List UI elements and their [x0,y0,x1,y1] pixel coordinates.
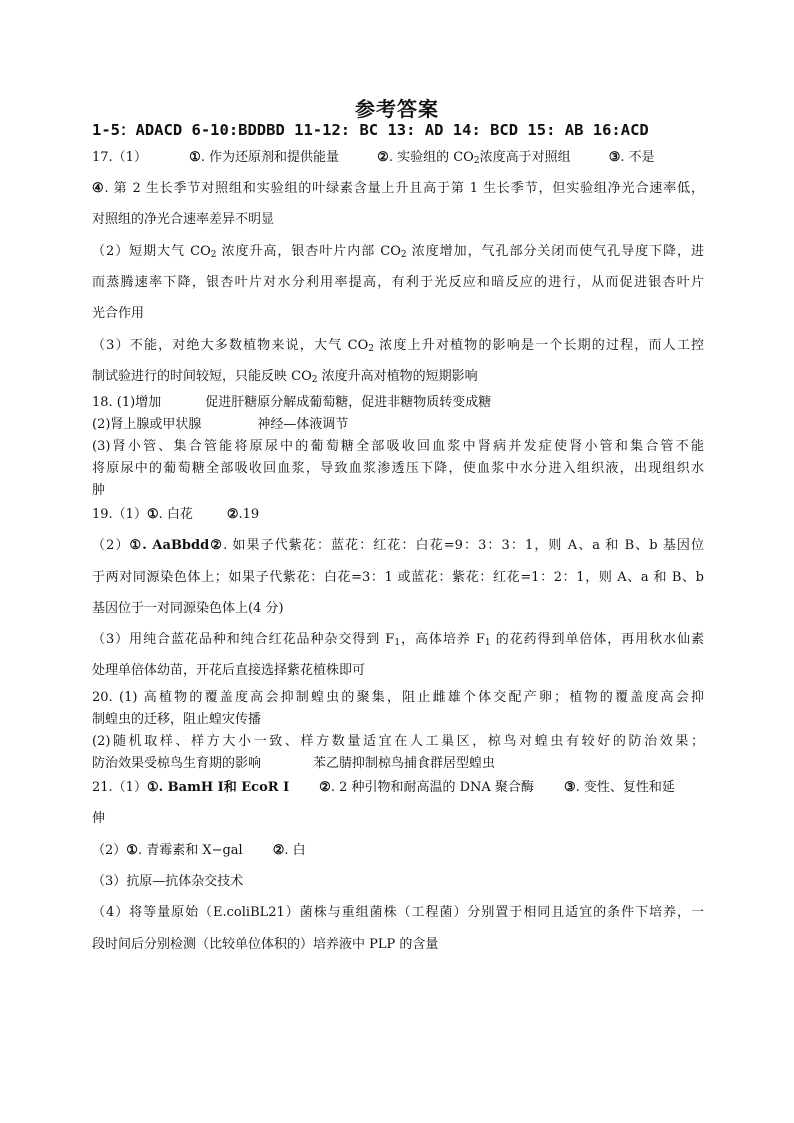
q18-text-2a: (2)肾上腺或甲状腺 [92,417,202,432]
q20-text-4a: 防治效果受椋鸟生育期的影响 [92,756,262,771]
q21-line-5: （4）将等量原始（E.coliBL21）菌株与重组菌株（工程菌）分别置于相同且适宜的条件下培养，一 [92,905,704,920]
circled-number-2: ② [226,507,239,522]
q19-line-4: 基因位于一对同源染色体上(4 分) [92,601,284,616]
subscript-2: 2 [473,156,480,166]
circled-number-2: ② [272,843,285,858]
q19-line-5 [92,628,704,647]
q18-line-2 [92,413,348,432]
q18-line-1 [92,391,491,410]
subscript-1: 1 [484,638,491,648]
page-title: 参考答案 [355,97,439,121]
q17-text-4c: 浓度增加，气孔部分关闭而使气孔导度下降，进 [406,244,704,259]
q19-text-5b: ，高体培养 F [400,632,485,647]
q17-text-4b: 浓度升高，银杏叶片内部 CO [216,244,401,259]
circled-number-2: ② [209,538,224,553]
q18-text-3a: (3)肾小管、集合管能将原尿中的葡萄糖全部吸收回血浆中 [92,439,478,454]
q20-line-4 [92,752,495,771]
q18-line-5: 肿 [92,483,106,498]
q19-answer-2-text: . 如果子代紫花：蓝花：红花：白花=9：3：3：1，则 A、a 和 B、b 基因位 [223,538,705,553]
q19-part-2-head: （2） [92,538,130,553]
subscript-2: 2 [368,344,374,354]
circled-number-3: ③ [563,780,576,795]
q18-line-4: 将原尿中的葡萄糖全部吸收回血浆，导致血浆渗透压下降，使血浆中水分进入组织液，出现组织水 [92,461,704,476]
q17-line-6: 光合作用 [92,306,145,321]
q21-answer-2: . 2 种引物和耐高温的 DNA 聚合酶 [330,780,534,795]
q17-answer-2b: 浓度高于对照组 [479,150,571,165]
q19-line-6: 处理单倍体幼苗，开花后直接选择紫花植株即可 [92,663,366,678]
q17-text-7b: 浓度上升对植物的影响是一个长期的过程，而人工控 [373,338,704,353]
q17-text-4a: （2）短期大气 CO [92,244,211,259]
q20-text-1b: 植物的覆盖度高会抑制蝗虫的聚集，阻止雌雄个体交配产卵；植物的覆盖度高会抑 [158,690,704,705]
q17-line-2 [92,177,704,196]
q20-text-3a: (2)随机取样、样方大小一致、样方数量适宜 [92,734,395,749]
q19-answer-2: .19 [238,507,260,522]
q21-part-2-head: （2） [92,843,127,858]
q19-text-5a: （3）用纯合蓝花品种和纯合红花品种杂交得到 F [92,632,395,647]
q18-text-1b: 促进肝糖原分解成葡萄糖，促进非糖物质转变成糖 [205,395,492,410]
circled-number-1: ① [146,507,159,522]
q17-answer-1: . 作为还原剂和提供能量 [200,150,340,165]
q17-line-1 [92,146,655,165]
q21-part-2-answer-1: . 青霉素和 X−gal [137,843,243,858]
q17-text-8a: 制试验进行的时间较短，只能反映 CO [92,369,312,384]
q19-text-5c: 的花药得到单倍体，再用秋水仙素 [490,632,704,647]
subscript-1: 1 [394,638,401,648]
q17-line-5: 而蒸腾速率下降，银杏叶片对水分利用率提高，有利于光反应和暗反应的进行，从而促进银杏叶片 [92,275,704,290]
q21-line-1 [92,776,675,795]
q19-head: 19.（1） [92,507,147,522]
q21-line-2: 伸 [92,811,106,826]
q20-text-1a: 20. (1) 高 [92,690,159,705]
q21-line-6: 段时间后分别检测（比较单位体积的）培养液中 PLP 的含量 [92,937,439,952]
q17-line-7 [92,334,704,353]
q21-answer-3: . 变性、复性和延 [575,780,675,795]
circled-number-3: ③ [608,150,621,165]
circled-number-2: ② [319,780,331,795]
circled-number-1: ① [126,843,138,858]
circled-number-1: ① [129,538,143,553]
q21-part-2-answer-2: . 白 [284,843,306,858]
q20-line-3 [92,730,704,749]
q17-line-4 [92,240,704,259]
q19-genotype: . AaBbdd [142,538,210,553]
subscript-2: 2 [311,375,318,385]
q19-line-2 [92,534,704,553]
q17-answer-3: . 不是 [620,150,655,165]
q21-line-4: （3）抗原—抗体杂交技术 [92,874,244,889]
q17-text-2: . 第 2 生长季节对照组和实验组的叶绿素含量上升且高于第 1 生长季节，但实验组净光合速率低， [104,181,705,196]
q17-text-7a: （3）不能，对绝大多数植物来说，大气 CO [92,338,369,353]
q21-line-3 [92,839,306,858]
q17-line-3: 对照组的净光合速率差异不明显 [92,212,275,227]
q18-text-3b: 肾病并发症使肾小管和集合管不能 [477,439,704,454]
q18-text-2b: 神经—体液调节 [257,417,349,432]
q20-text-3b: 在人工巢区，椋鸟对蝗虫有较好的防治效果； [394,734,704,749]
q20-line-2: 制蝗虫的迁移，阻止蝗灾传播 [92,712,262,727]
q17-answer-2a: . 实验组的 CO [388,150,474,165]
q17-text-8b: 浓度升高对植物的短期影响 [317,369,478,384]
circled-number-4: ④ [92,181,105,196]
q18-line-3 [92,435,704,454]
circled-number-1: ① [189,150,201,165]
q20-line-1 [92,686,704,705]
circled-number-2: ② [377,150,389,165]
multiple-choice-answers: 1-5：ADACD 6-10:BDDBD 11-12: BC 13: AD 14: BCD 15: AB 16:ACD [92,121,649,139]
q19-answer-1: . 白花 [158,507,193,522]
q19-line-3: 于两对同源染色体上；如果子代紫花：白花=3：1 或蓝花：紫花：红花=1：2：1，则 A、a 和 B、b [92,570,704,585]
q18-text-1a: 18. (1)增加 [92,395,162,410]
circled-number-1: ① [146,780,159,795]
subscript-2: 2 [400,250,407,260]
q21-enzymes: . BamH Ⅰ和 EcoR Ⅰ [158,780,290,795]
q21-head: 21.（1） [92,780,147,795]
subscript-2: 2 [210,250,217,260]
q19-line-1 [92,503,259,522]
q17-head: 17.（1） [92,150,147,165]
q20-text-4b: 苯乙腈抑制椋鸟捕食群居型蝗虫 [313,756,496,771]
q17-line-8 [92,365,478,384]
